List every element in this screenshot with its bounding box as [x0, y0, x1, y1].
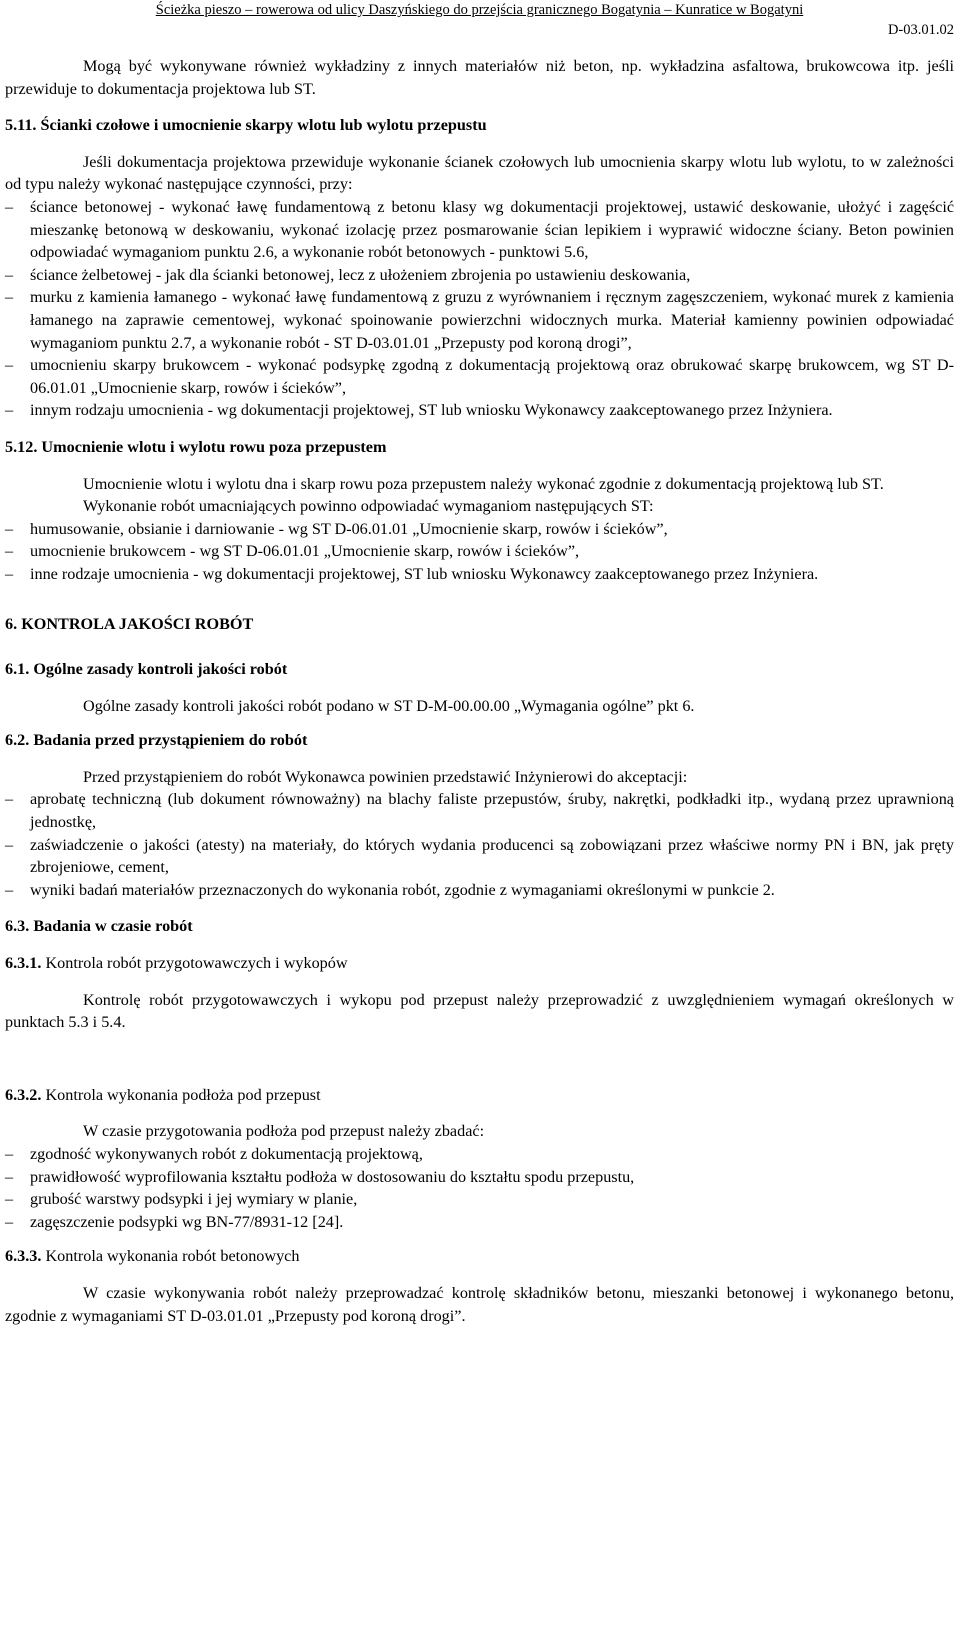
- section-6-2-paragraph: Przed przystąpieniem do robót Wykonawca powinien przedstawić Inżynierowi do akceptacji:: [83, 767, 688, 786]
- running-header: Ścieżka pieszo – rowerowa od ulicy Daszyńskiego do przejścia granicznego Bogatynia – Kunratice w Bogatyni: [155, 2, 804, 18]
- section-number: 6.3.3.: [5, 1247, 42, 1266]
- list-item: – grubość warstwy podsypki i jej wymiary w planie,: [5, 1188, 954, 1211]
- list-item: – zagęszczenie podsypki wg BN-77/8931-12 [24].: [5, 1211, 954, 1234]
- section-6-3-2-paragraph: W czasie przygotowania podłoża pod przepust należy zbadać:: [83, 1122, 485, 1141]
- document-code: D-03.01.02: [887, 22, 954, 38]
- section-title: Badania w czasie robót: [33, 917, 193, 936]
- list-item: – humusowanie, obsianie i darniowanie - wg ST D-06.01.01 „Umocnienie skarp, rowów i ścieków”,: [5, 518, 954, 541]
- section-5-12-paragraph-1: Umocnienie wlotu i wylotu dna i skarp rowu poza przepustem należy wykonać zgodnie z dokumentacją projektową lub ST.: [83, 474, 884, 493]
- list-item: – ściance betonowej - wykonać ławę fundamentową z betonu klasy wg dokumentacji projektowej, ustawić deskowanie, ułożyć i zagęścić mieszankę betonową w deskowaniu, wykonać izolację przez posmarowanie ścian lepikiem i wyprawić widoczne ściany. Beton powinien odpowiadać wymaganiom punktu 2.6, a wykonanie robót betonowych - punktowi 5.6,: [5, 196, 954, 264]
- section-title: Badania przed przystąpieniem do robót: [33, 731, 308, 750]
- chapter-heading-6: 6. KONTROLA JAKOŚCI ROBÓT: [5, 615, 254, 634]
- list-item: – inne rodzaje umocnienia - wg dokumentacji projektowej, ST lub wniosku Wykonawcy zaakceptowanego przez Inżyniera.: [5, 563, 954, 586]
- list-item: – umocnieniu skarpy brukowcem - wykonać podsypkę zgodną z dokumentacją projektową oraz obrukować skarpę brukowcem, wg ST D-06.01.01 „Umocnienie skarp, rowów i ścieków”,: [5, 354, 954, 399]
- section-heading-6-3-3: [5, 1245, 954, 1268]
- list-item: – aprobatę techniczną (lub dokument równoważny) na blachy faliste przepustów, śruby, nakrętki, podkładki itp., wydaną przez uprawnioną jednostkę,: [5, 788, 954, 833]
- list-item: – innym rodzaju umocnienia - wg dokumentacji projektowej, ST lub wniosku Wykonawcy zaakceptowanego przez Inżyniera.: [5, 399, 954, 422]
- section-5-12-list: [5, 518, 954, 586]
- section-title: Ścianki czołowe i umocnienie skarpy wlotu lub wylotu przepustu: [40, 116, 487, 135]
- section-number: 5.11.: [5, 116, 37, 135]
- section-title: Kontrola robót przygotowawczych i wykopów: [45, 954, 348, 972]
- section-heading-5-11: [5, 114, 954, 137]
- section-title: Kontrola wykonania podłoża pod przepust: [45, 1085, 321, 1104]
- section-heading-6-3-2: [5, 1084, 954, 1107]
- section-number: 6.2.: [5, 731, 30, 750]
- list-item: – wyniki badań materiałów przeznaczonych do wykonania robót, zgodnie z wymaganiami określonymi w punkcie 2.: [5, 879, 954, 902]
- section-5-12-paragraph-2: Wykonanie robót umacniających powinno odpowiadać wymaganiom następujących ST:: [83, 497, 654, 516]
- intro-paragraph: Mogą być wykonywane również wykładziny z innych materiałów niż beton, np. wykładzina asfaltowa, brukowcowa itp. jeśli przewiduje to dokumentacja projektowa lub ST.: [5, 57, 954, 98]
- section-number: 6.3.: [5, 917, 30, 936]
- section-6-3-1-paragraph: Kontrolę robót przygotowawczych i wykopu pod przepust należy przeprowadzić z uwzględnieniem wymagań określonych w punktach 5.3 i 5.4.: [5, 990, 954, 1032]
- section-6-1-paragraph: Ogólne zasady kontroli jakości robót podano w ST D-M-00.00.00 „Wymagania ogólne” pkt 6.: [83, 696, 695, 715]
- section-title: Kontrola wykonania robót betonowych: [45, 1247, 300, 1266]
- section-title: Umocnienie wlotu i wylotu rowu poza przepustem: [41, 437, 387, 456]
- section-heading-6-3-1: [5, 952, 954, 975]
- section-title: Ogólne zasady kontroli jakości robót: [33, 660, 288, 679]
- section-6-2-list: [5, 788, 954, 901]
- list-item: – zgodność wykonywanych robót z dokumentacją projektową,: [5, 1143, 954, 1166]
- list-item: – umocnienie brukowcem - wg ST D-06.01.01 „Umocnienie skarp, rowów i ścieków”,: [5, 540, 954, 563]
- list-item: – prawidłowość wyprofilowania kształtu podłoża w dostosowaniu do kształtu spodu przepustu,: [5, 1166, 954, 1189]
- section-heading-6-3: [5, 915, 954, 938]
- section-heading-5-12: [5, 436, 954, 459]
- section-heading-6-1: [5, 658, 954, 681]
- list-item: – ściance żelbetowej - jak dla ścianki betonowej, lecz z ułożeniem zbrojenia po ustawieniu deskowania,: [5, 264, 954, 287]
- section-heading-6-2: [5, 729, 954, 752]
- list-item: – zaświadczenie o jakości (atesty) na materiały, do których wydania producenci są zobowiązani przez właściwe normy PN i BN, jak pręty zbrojeniowe, cement,: [5, 834, 954, 879]
- section-5-11-paragraph: Jeśli dokumentacja projektowa przewiduje wykonanie ścianek czołowych lub umocnienia skarpy wlotu lub wylotu, to w zależności od typu należy wykonać następujące czynności, przy:: [5, 152, 954, 194]
- list-item: – murku z kamienia łamanego - wykonać ławę fundamentową z gruzu z wyrównaniem i ręcznym zagęszczeniem, wykonać murek z kamienia łamanego na zaprawie cementowej, wykonać spoinowanie powierzchni widocznych murka. Materiał kamienny powinien odpowiadać wymaganiom punktu 2.7, a wykonanie robót - ST D-03.01.01 „Przepusty pod koroną drogi”,: [5, 286, 954, 354]
- section-number: 5.12.: [5, 437, 38, 456]
- section-number: 6.3.2.: [5, 1085, 42, 1104]
- section-6-3-2-list: [5, 1143, 954, 1233]
- section-number: 6.1.: [5, 660, 30, 679]
- section-5-11-list: [5, 196, 954, 422]
- section-6-3-3-paragraph: W czasie wykonywania robót należy przeprowadzać kontrolę składników betonu, mieszanki betonowej i wykonanego betonu, zgodnie z wymaganiami ST D-03.01.01 „Przepusty pod koroną drogi”.: [5, 1283, 954, 1325]
- section-number: 6.3.1.: [5, 954, 42, 972]
